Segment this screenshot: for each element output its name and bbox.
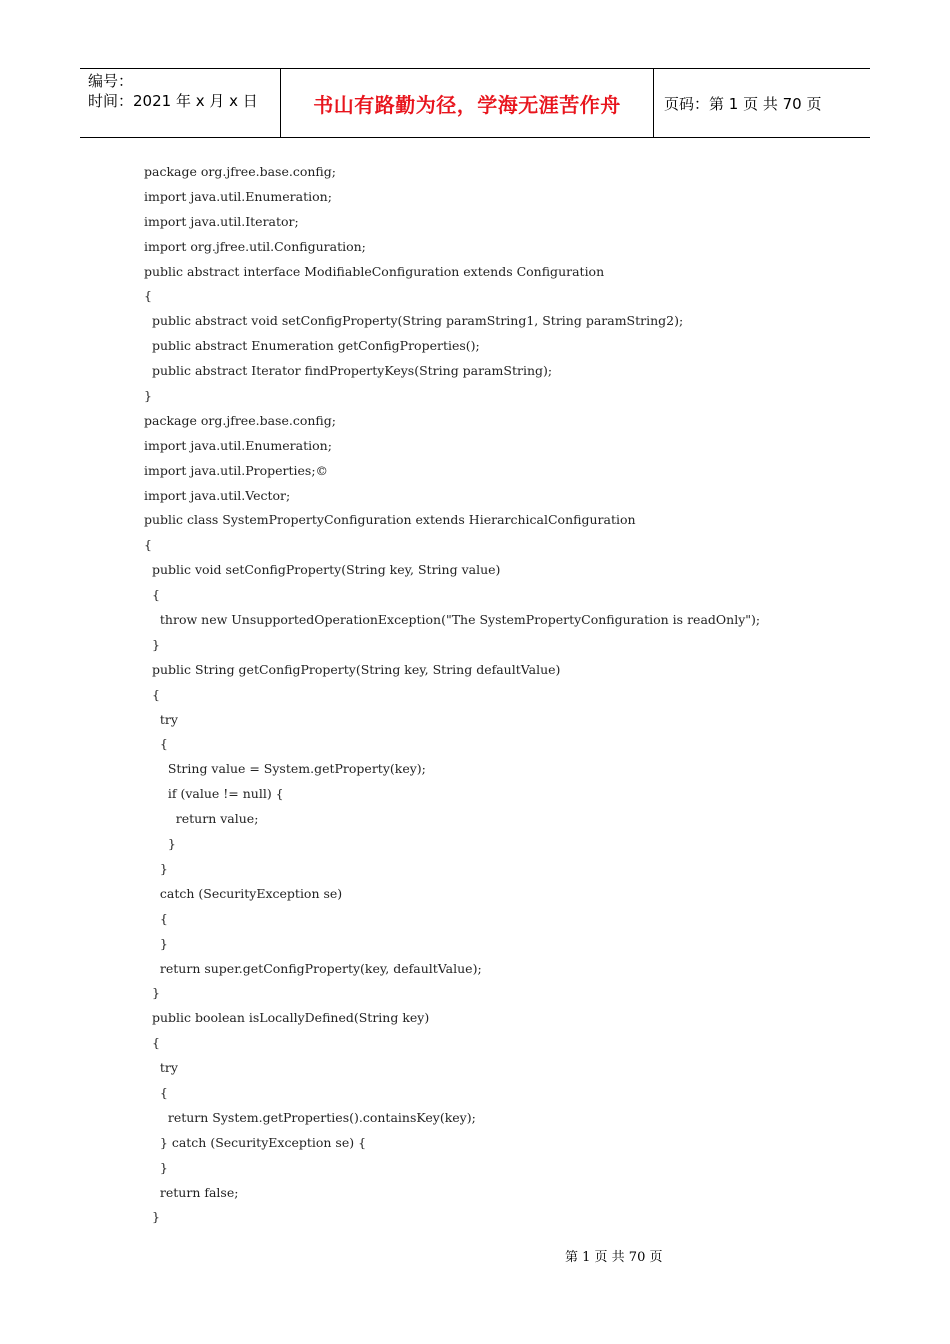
code-line: { (144, 686, 160, 702)
code-line: import org.jfree.util.Configuration; (144, 238, 366, 254)
code-line: { (144, 1035, 160, 1051)
code-line: public abstract interface ModifiableConfiguration extends Configuration (144, 263, 605, 279)
code-line: import java.util.Properties;© (144, 462, 329, 478)
code-line: public void setConfigProperty(String key, String value) (144, 562, 501, 578)
code-line: try (144, 711, 178, 727)
code-line: } (144, 636, 160, 652)
code-line: public abstract Iterator findPropertyKeys(String paramString); (144, 363, 553, 379)
code-line: throw new UnsupportedOperationException("The SystemPropertyConfiguration is readOnly"); (144, 612, 761, 628)
page-info: 页码：第 1 页 共 70 页 (664, 94, 822, 113)
footer-page-number: 第 1 页 共 70 页 (565, 1250, 663, 1265)
code-line: { (144, 288, 152, 304)
code-line: try (144, 1060, 178, 1076)
page-footer (0, 1246, 950, 1265)
motto-text: 书山有路勤为径，学海无涯苦作舟 (313, 92, 621, 117)
code-line: import java.util.Iterator; (144, 213, 299, 229)
code-line: return false; (144, 1184, 239, 1200)
code-line: String value = System.getProperty(key); (144, 761, 426, 777)
code-line: } (144, 935, 168, 951)
code-line: public class SystemPropertyConfiguration extends HierarchicalConfiguration (144, 512, 636, 528)
code-line: } (144, 1159, 168, 1175)
code-line: public boolean isLocallyDefined(String key) (144, 1010, 430, 1026)
code-line: package org.jfree.base.config; (144, 412, 336, 428)
code-line: catch (SecurityException se) (144, 885, 343, 901)
code-line: { (144, 736, 168, 752)
code-line: import java.util.Vector; (144, 487, 291, 503)
code-line: { (144, 910, 168, 926)
code-line: return System.getProperties().containsKey(key); (144, 1109, 476, 1125)
code-line: { (144, 1084, 168, 1100)
code-line: if (value != null) { (144, 786, 284, 802)
code-line: } (144, 1209, 160, 1225)
code-line: } catch (SecurityException se) { (144, 1134, 367, 1150)
code-line: package org.jfree.base.config; (144, 164, 336, 179)
header-table (80, 68, 870, 138)
code-line: import java.util.Enumeration; (144, 188, 332, 204)
code-line: return value; (144, 811, 259, 827)
code-line: } (144, 860, 168, 876)
code-line: } (144, 985, 160, 1001)
code-line: return super.getConfigProperty(key, defaultValue); (144, 960, 482, 976)
header-meta-cell (80, 69, 281, 137)
code-line: } (144, 836, 176, 852)
header-motto-cell (281, 69, 654, 137)
code-line: import java.util.Enumeration; (144, 437, 332, 453)
code-line: public abstract Enumeration getConfigProperties(); (144, 338, 480, 354)
code-line: { (144, 587, 160, 603)
code-line: { (144, 537, 152, 553)
code-line: public String getConfigProperty(String key, String defaultValue) (144, 661, 561, 677)
code-block (144, 160, 844, 1230)
code-line: public abstract void setConfigProperty(String paramString1, String paramString2); (144, 313, 684, 329)
code-line: } (144, 388, 152, 404)
header-page-cell (654, 69, 870, 137)
number-label: 编号： (88, 72, 134, 90)
time-label: 时间：2021 年 x 月 x 日 (88, 92, 258, 110)
